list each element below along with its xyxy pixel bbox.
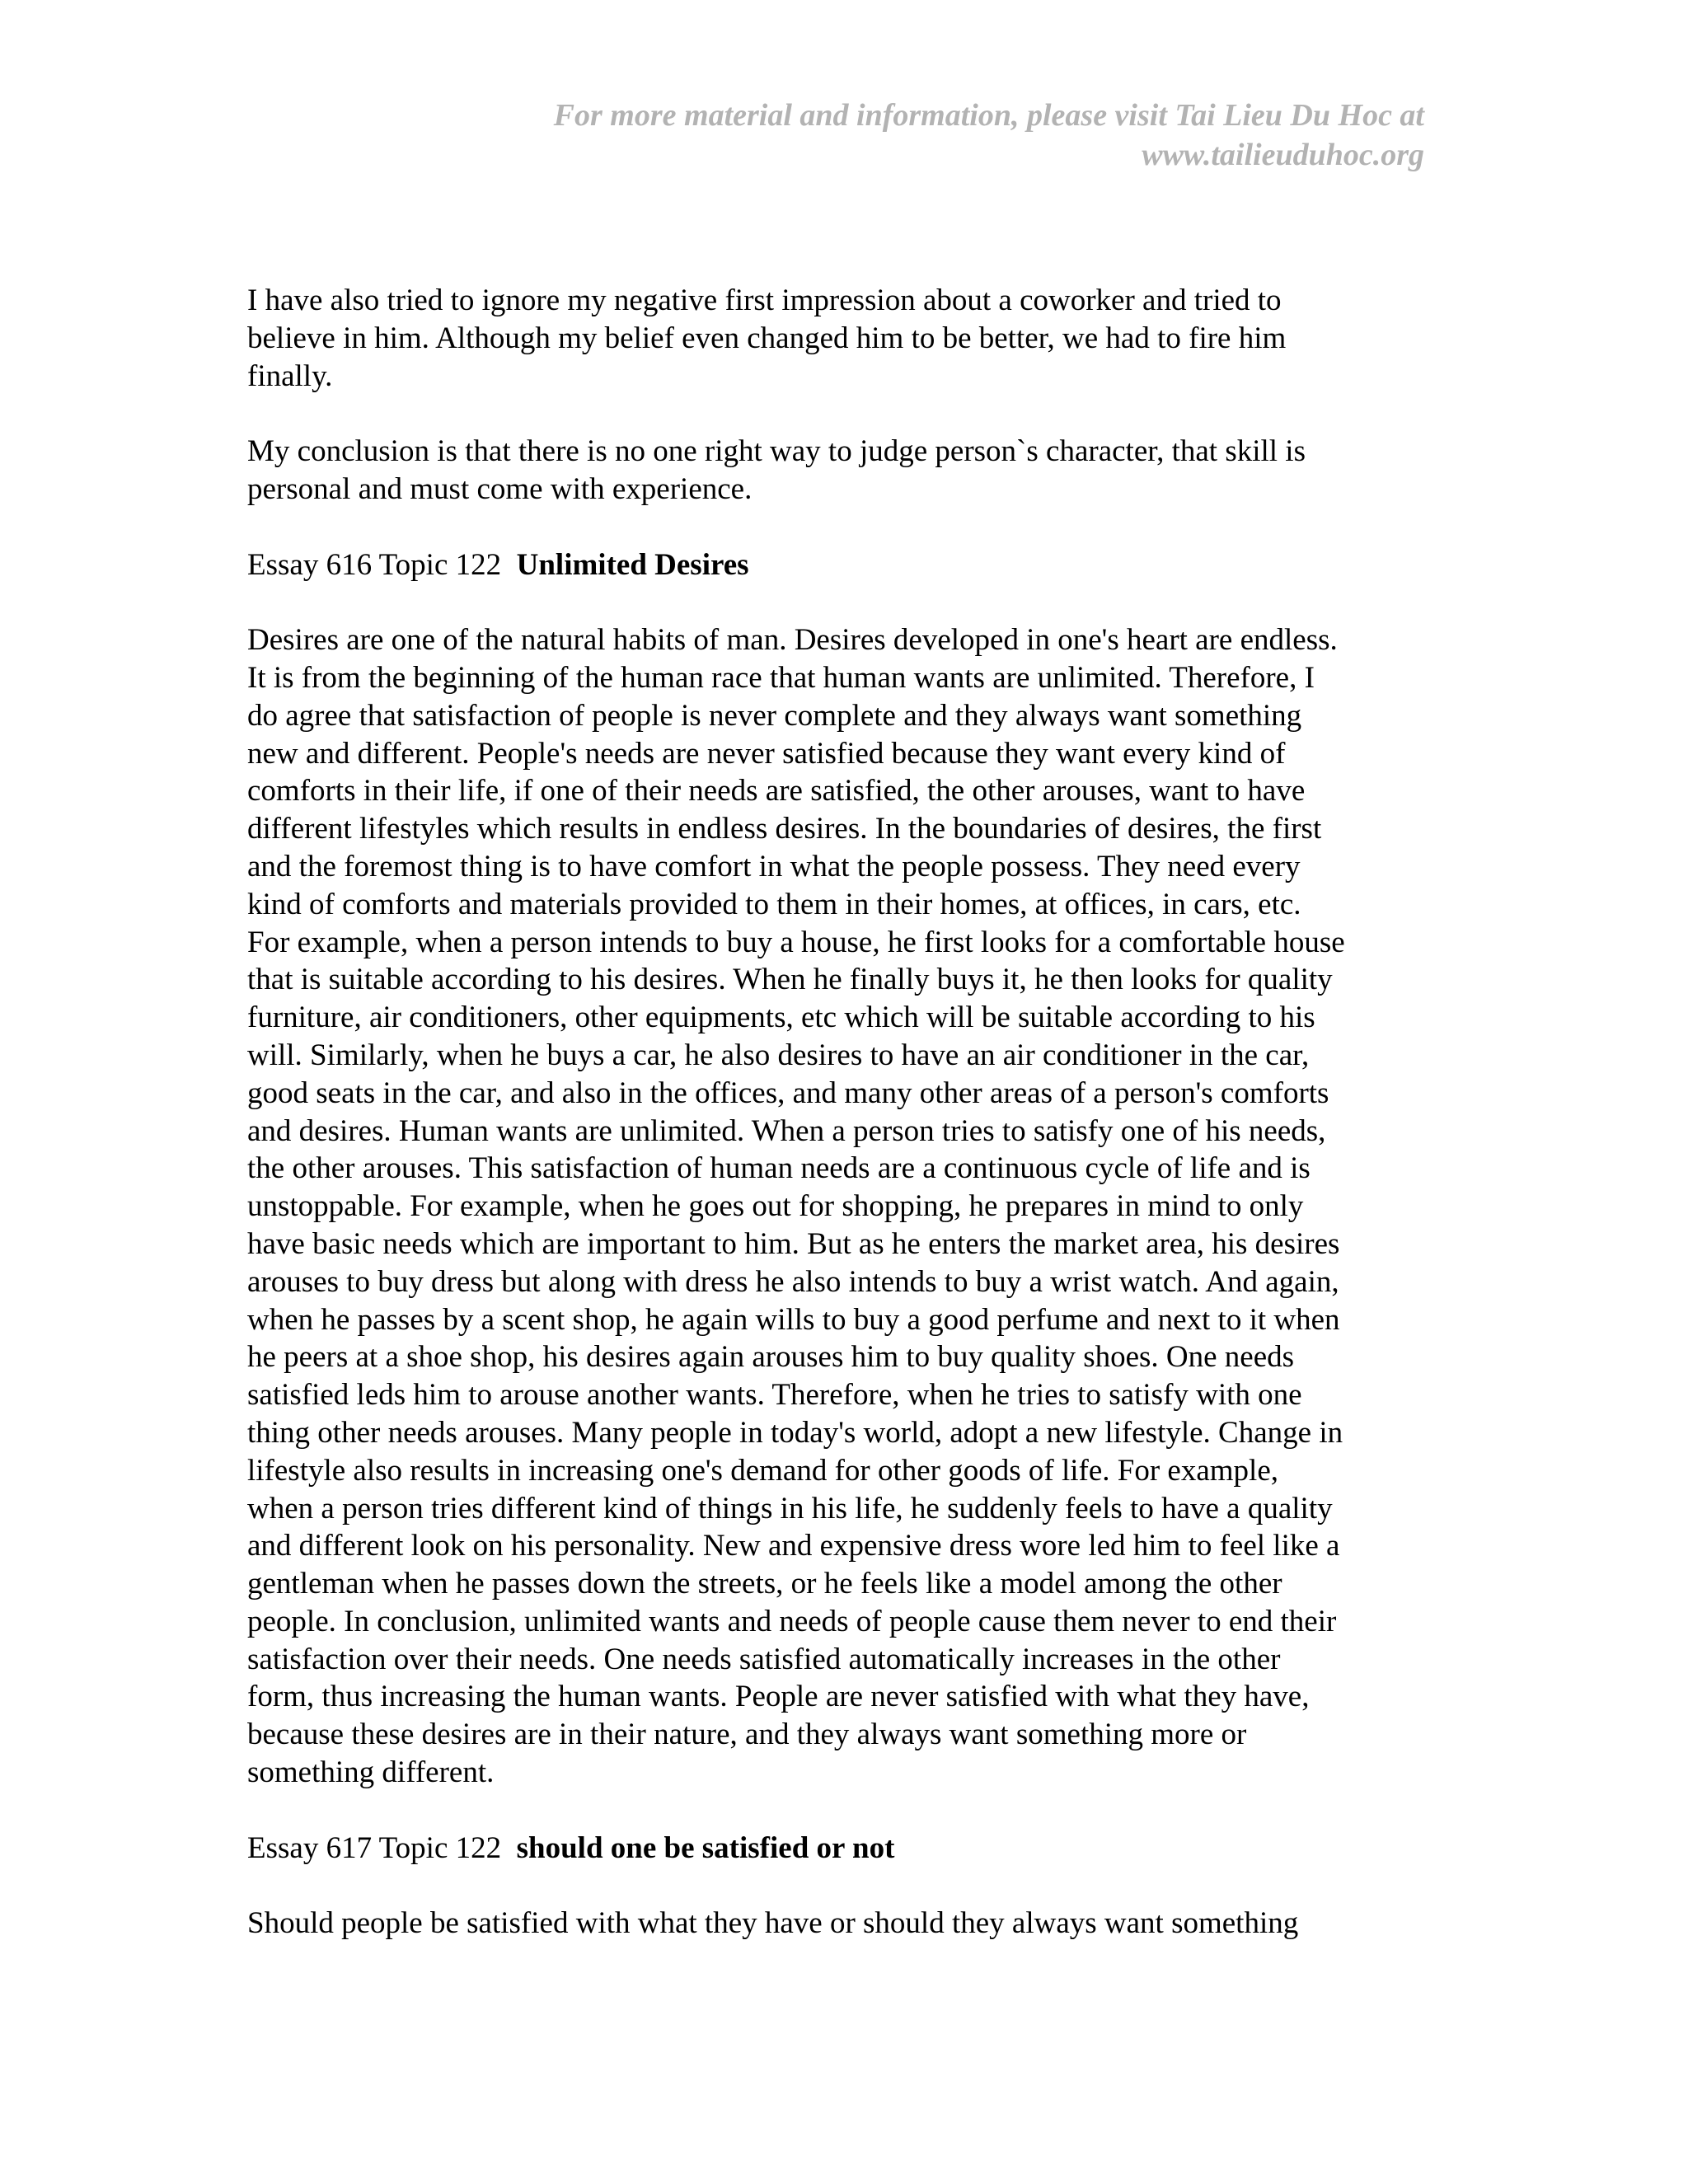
text-line: people. In conclusion, unlimited wants and needs of people cause them never to end their [247,1604,1337,1638]
text-line: I have also tried to ignore my negative first impression about a coworker and tried to [247,284,1282,317]
text-line: will. Similarly, when he buys a car, he also desires to have an air conditioner in the car, [247,1038,1310,1072]
text-line: believe in him. Although my belief even changed him to be better, we had to fire him [247,321,1287,355]
text-line: when he passes by a scent shop, he again wills to buy a good perfume and next to it when [247,1302,1340,1337]
text-line: Desires are one of the natural habits of man. Desires developed in one's heart are endless. [247,623,1338,658]
header-line-1: For more material and information, please visit Tai Lieu Du Hoc at [553,98,1424,133]
text-line: gentleman when he passes down the streets, or he feels like a model among the other [247,1567,1282,1601]
text-line: furniture, air conditioners, other equipments, etc which will be suitable according to his [247,1001,1315,1035]
text-line: different lifestyles which results in endless desires. In the boundaries of desires, the first [247,812,1322,846]
header-line-2: www.tailieuduhoc.org [1142,138,1424,172]
text-line: that is suitable according to his desires. When he finally buys it, he then looks for quality [247,963,1333,997]
essay-616-heading [247,546,1451,584]
text-line: because these desires are in their nature, and they always want something more or [247,1718,1247,1752]
essay-617-title: should one be satisfied or not [516,1830,895,1865]
essay-616-body [247,621,1451,1792]
text-line: when a person tries different kind of things in his life, he suddenly feels to have a quality [247,1491,1333,1526]
text-line: personal and must come with experience. [247,471,753,506]
essay-617-label: Essay 617 Topic 122 [247,1830,502,1865]
text-line: unstoppable. For example, when he goes out for shopping, he prepares in mind to only [247,1189,1304,1224]
document-body [247,282,1451,1980]
essay-616-title: Unlimited Desires [516,547,749,582]
text-line: and different look on his personality. New and expensive dress wore led him to feel like a [247,1529,1340,1563]
text-line: something different. [247,1755,495,1790]
text-line: good seats in the car, and also in the offices, and many other areas of a person's comforts [247,1076,1329,1110]
text-line: finally. [247,359,333,393]
paragraph-coworker [247,282,1451,395]
text-line: satisfaction over their needs. One needs satisfied automatically increases in the other [247,1642,1281,1676]
text-line: the other arouses. This satisfaction of human needs are a continuous cycle of life and is [247,1151,1311,1186]
paragraph-conclusion [247,433,1451,509]
text-line: do agree that satisfaction of people is never complete and they always want something [247,698,1302,733]
text-line: arouses to buy dress but along with dress he also intends to buy a wrist watch. And again, [247,1264,1339,1299]
text-line: and the foremost thing is to have comfort in what the people possess. They need every [247,849,1301,883]
text-line: thing other needs arouses. Many people in today's world, adopt a new lifestyle. Change in [247,1415,1343,1450]
page-header [435,96,1424,175]
text-line: For example, when a person intends to buy a house, he first looks for a comfortable house [247,925,1345,959]
text-line: form, thus increasing the human wants. People are never satisfied with what they have, [247,1680,1310,1714]
text-line: lifestyle also results in increasing one's demand for other goods of life. For example, [247,1453,1278,1488]
text-line: kind of comforts and materials provided to them in their homes, at offices, in cars, etc. [247,887,1301,921]
essay-617-heading [247,1830,1451,1868]
text-line: new and different. People's needs are never satisfied because they want every kind of [247,736,1286,771]
text-line: and desires. Human wants are unlimited. When a person tries to satisfy one of his needs, [247,1113,1326,1148]
text-line: have basic needs which are important to him. But as he enters the market area, his desires [247,1226,1340,1261]
text-line: comforts in their life, if one of their needs are satisfied, the other arouses, want to have [247,774,1306,808]
essay-616-label: Essay 616 Topic 122 [247,547,502,582]
text-line: My conclusion is that there is no one right way to judge person`s character, that skill is [247,434,1306,469]
essay-617-body [247,1905,1451,1943]
text-line: It is from the beginning of the human race that human wants are unlimited. Therefore, I [247,660,1315,695]
text-line: satisfied leds him to arouse another wants. Therefore, when he tries to satisfy with one [247,1378,1302,1413]
text-line: he peers at a shoe shop, his desires again arouses him to buy quality shoes. One needs [247,1340,1295,1375]
text-line: Should people be satisfied with what they have or should they always want something [247,1906,1299,1941]
